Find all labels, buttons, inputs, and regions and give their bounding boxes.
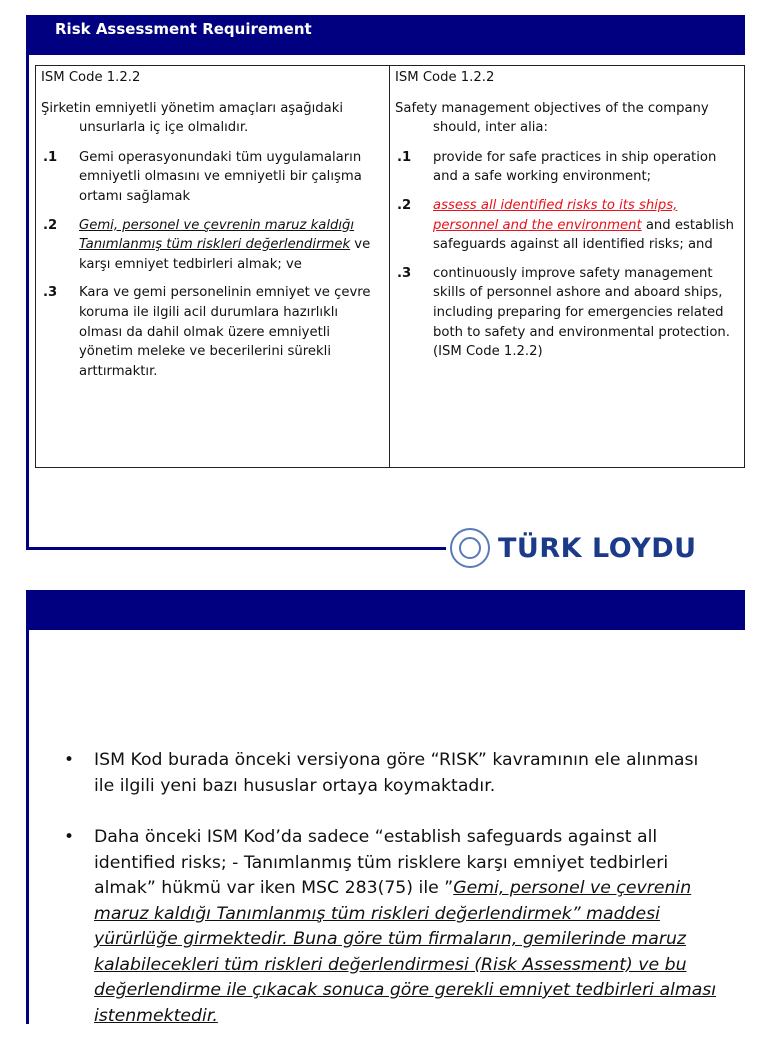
item-text: Gemi operasyonundaki tüm uygulamaların emniyetli olmasını ve emniyetli bir çalışma ortamı sağlamak bbox=[79, 149, 362, 204]
bullet-text: Daha önceki ISM Kod’da sadece “establish safeguards against all identified risks; - Tanımlanmış tüm risklere karşı emniyet tedbirleri almak” hükmü var iken MSC 283(75) ile ” bbox=[94, 827, 669, 898]
item-number: .2 bbox=[43, 217, 58, 233]
list-item bbox=[395, 148, 738, 187]
left-border-line bbox=[26, 55, 29, 550]
slide-ism-risk-notes bbox=[0, 590, 768, 1024]
turkish-column bbox=[36, 66, 390, 467]
requirement-table bbox=[35, 65, 745, 468]
column-code-title: ISM Code 1.2.2 bbox=[395, 70, 495, 85]
item-text: provide for safe practices in ship operation and a safe working environment; bbox=[433, 149, 717, 185]
item-reference: (ISM Code 1.2.2) bbox=[433, 344, 543, 360]
item-text bbox=[433, 264, 738, 362]
slide-header-bar bbox=[26, 590, 745, 630]
item-number: .1 bbox=[43, 149, 58, 165]
item-number: .3 bbox=[43, 285, 58, 301]
slide-header-bar bbox=[26, 15, 745, 55]
item-text bbox=[433, 196, 738, 255]
column-intro bbox=[395, 99, 738, 138]
logo-wordmark: TÜRK LOYDU bbox=[498, 532, 697, 564]
turk-loydu-logo bbox=[450, 526, 697, 570]
list-item bbox=[41, 148, 383, 207]
bullet-item bbox=[62, 748, 722, 799]
intro-line-2: unsurlarla iç içe olmalıdır. bbox=[79, 120, 249, 136]
left-border-line bbox=[26, 630, 29, 1024]
list-item bbox=[41, 283, 383, 381]
bullet-item bbox=[62, 825, 722, 1029]
bullet-icon: • bbox=[64, 750, 75, 770]
item-number: .3 bbox=[397, 265, 412, 281]
emphasized-text: Gemi, personel ve çevrenin maruz kaldığı Tanımlanmış tüm riskleri değerlendirmek bbox=[79, 217, 355, 253]
item-text-rest: ve karşı emniyet tedbirleri almak; ve bbox=[79, 237, 371, 272]
slide-title: Risk Assessment Requirement bbox=[55, 20, 312, 38]
item-number: .1 bbox=[397, 149, 412, 165]
bullet-list bbox=[62, 748, 722, 1055]
item-text: Kara ve gemi personelinin emniyet ve çevre koruma ile ilgili acil durumlara hazırlıklı olması da dahil olmak üzere emniyetli yönetim meleke ve becerilerini sürekli arttırmaktır. bbox=[79, 285, 371, 379]
item-text-body: continuously improve safety management skills of personnel ashore and aboard ships, including preparing for emergencies related both to safety and environmental protection. bbox=[433, 265, 730, 340]
list-item bbox=[41, 216, 383, 275]
seal-icon bbox=[450, 528, 490, 568]
intro-line-1: Safety management objectives of the company bbox=[395, 100, 709, 116]
item-number: .2 bbox=[397, 197, 412, 213]
bullet-text: ISM Kod burada önceki versiyona göre “RISK” kavramının ele alınması ile ilgili yeni bazı hususlar ortaya koymaktadır. bbox=[94, 750, 699, 796]
intro-line-2: should, inter alia: bbox=[433, 120, 548, 136]
intro-line-1: Şirketin emniyetli yönetim amaçları aşağıdaki bbox=[41, 100, 344, 116]
item-text bbox=[79, 216, 383, 275]
english-column bbox=[390, 66, 744, 467]
emphasized-text: Gemi, personel ve çevrenin maruz kaldığı Tanımlanmış tüm riskleri değerlendirmek” maddesi yürürlüğe girmektedir. Buna göre tüm firmaların, gemilerinde maruz kalabilecekleri tüm riskleri değerlendirmesi (Risk Assessment) ve bu değerlendirme ile çıkacak sonuca göre gerekli emniyet tedbirleri alması istenmektedir. bbox=[94, 878, 717, 1026]
item-text-rest: and establish safeguards against all identified risks; and bbox=[433, 217, 735, 253]
bullet-icon: • bbox=[64, 827, 75, 847]
emphasized-text: assess all identified risks to its ships, personnel and the environment bbox=[433, 197, 678, 233]
bottom-border-line bbox=[26, 547, 446, 550]
list-item bbox=[395, 264, 738, 362]
list-item bbox=[395, 196, 738, 255]
column-intro bbox=[41, 99, 383, 138]
column-code-title: ISM Code 1.2.2 bbox=[41, 70, 141, 85]
